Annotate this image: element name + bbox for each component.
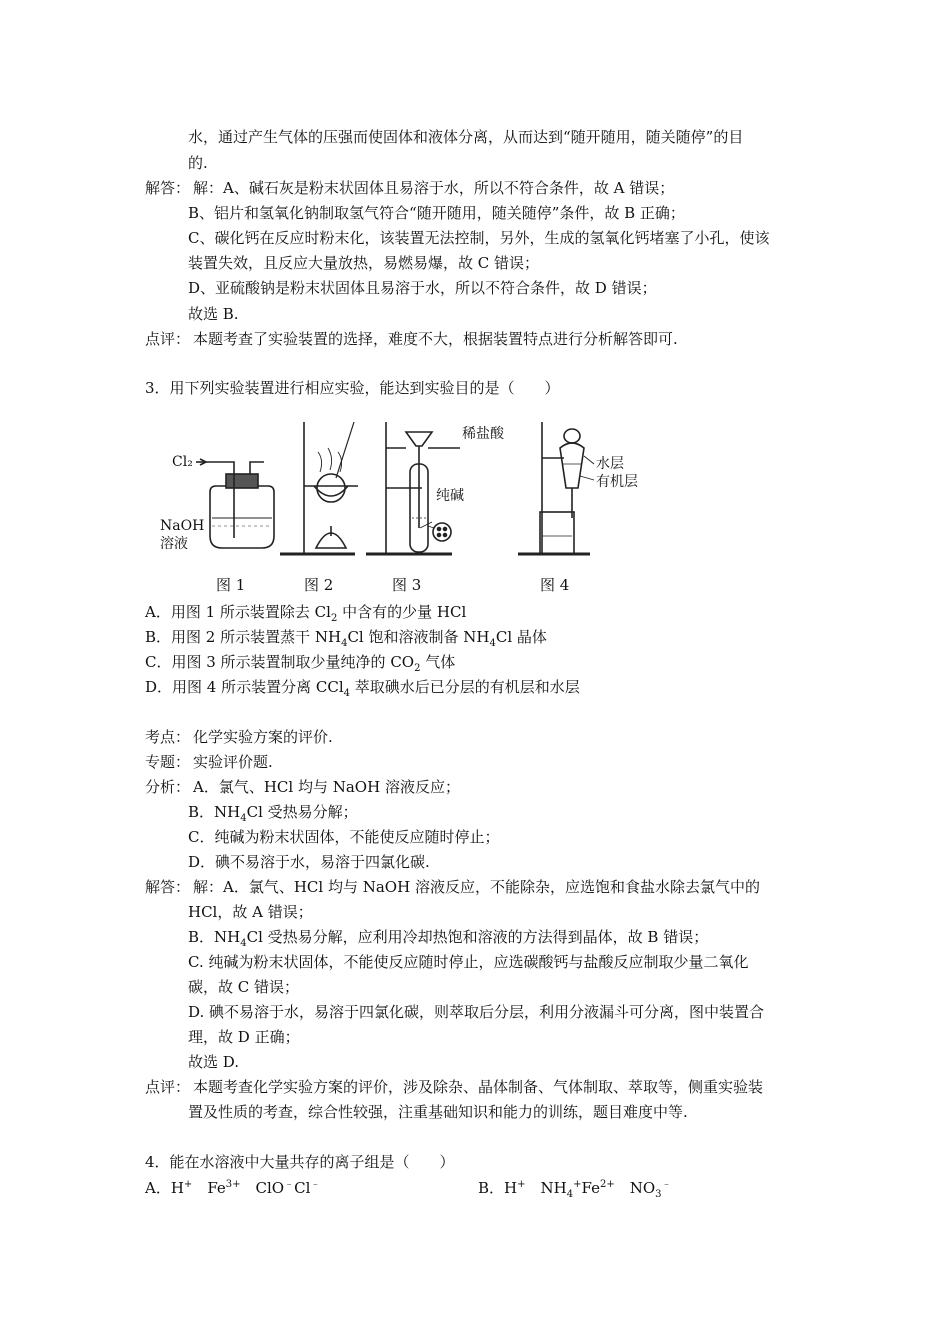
figure-1-washing-bottle: [196, 459, 274, 548]
analysis-line: 分析： A．氯气、HCl 均与 NaOH 溶液反应；: [145, 778, 460, 796]
figure-3-acid-label: 稀盐酸: [462, 426, 504, 442]
answer-line: B．$NH_4Cl$ 受热易分解，应利用冷却热饱和溶液的方法得到晶体，故 B 错误；: [188, 928, 709, 949]
answer-line: 解答： 解：A．氯气、HCl 均与 NaOH 溶液反应，不能除杂，应选饱和食盐水除去氯气中的: [145, 878, 760, 896]
comment-label: 点评：: [145, 1078, 191, 1096]
zhuanti-label: 专题：: [145, 753, 191, 771]
figure-1-liquid-label: NaOH: [160, 518, 205, 534]
figure-4-lower-layer-label: 有机层: [596, 474, 638, 490]
comment-label: 点评：: [145, 330, 191, 348]
answer-line: 碳，故 C 错误；: [188, 978, 300, 996]
solution-continuation-line: 水，通过产生气体的压强而使固体和液体分离，从而达到“随开随用，随关随停”的目: [188, 128, 744, 146]
answer-line: 理，故 D 正确；: [188, 1028, 300, 1046]
answer-line: B、铝片和氢氧化钠制取氢气符合“随开随用，随关随停”条件，故 B 正确；: [188, 204, 685, 222]
figure-4-separating-funnel: [518, 422, 594, 554]
answer-line: D. 碘不易溶于水，易溶于四氯化碳，则萃取后分层，利用分液漏斗可分离，图中装置合: [188, 1003, 765, 1021]
answer-line: 故选 B.: [188, 305, 239, 323]
kaodian-line: 考点： 化学实验方案的评价.: [145, 728, 333, 746]
apparatus-figure: [160, 408, 680, 598]
solution-continuation-line: 的.: [188, 154, 208, 172]
comment-line: 本题考查了实验装置的选择，难度不大，根据装置特点进行分析解答即可.: [193, 330, 678, 348]
q4-option-a: A．H+ $Fe^{3+}$ ClO﹣Cl﹣: [145, 1179, 321, 1197]
answer-label: 解答：: [145, 179, 191, 197]
figure-caption: 图 3: [392, 576, 422, 594]
figure-caption: 图 1: [216, 576, 246, 594]
analysis-line: B．$NH_4Cl$ 受热易分解；: [188, 803, 358, 824]
figure-1-gas-label: Cl₂: [172, 454, 193, 470]
q4-option-b: B．H+ $NH_4^+Fe^{2+}$ $NO_3^﹣$: [478, 1179, 672, 1200]
question-3-stem: 3．用下列实验装置进行相应实验，能达到实验目的是（ ）: [145, 379, 560, 397]
analysis-line: C．纯碱为粉末状固体，不能使反应随时停止；: [188, 828, 500, 846]
option-d: D．用图 4 所示装置分离 CCl$_4$ 萃取碘水后已分层的有机层和水层: [145, 678, 580, 699]
question-4-stem: 4．能在水溶液中大量共存的离子组是（ ）: [145, 1153, 455, 1171]
answer-block: [145, 178, 674, 198]
option-b: B．用图 2 所示装置蒸干 $NH_4Cl$ 饱和溶液制备 $NH_4Cl$ 晶体: [145, 628, 547, 649]
answer-line: 装置失效，且反应大量放热，易燃易爆，故 C 错误；: [188, 254, 540, 272]
figure-3-solid-label: 纯碱: [436, 488, 464, 504]
kaodian-label: 考点：: [145, 728, 191, 746]
figure-1-liquid-label: 溶液: [160, 536, 188, 552]
figure-caption: 图 4: [540, 576, 570, 594]
option-c: C．用图 3 所示装置制取少量纯净的 $CO_2$ 气体: [145, 653, 456, 674]
figure-caption: 图 2: [304, 576, 334, 594]
comment-line: 置及性质的考查，综合性较强，注重基础知识和能力的训练，题目难度中等.: [188, 1103, 688, 1121]
figure-4-upper-layer-label: 水层: [596, 456, 624, 472]
zhuanti-line: 专题： 实验评价题.: [145, 753, 273, 771]
answer-line: HCl，故 A 错误；: [188, 903, 313, 921]
answer-line: 故选 D.: [188, 1053, 240, 1071]
comment-line: 点评： 本题考查化学实验方案的评价，涉及除杂、晶体制备、气体制取、萃取等，侧重实验装: [145, 1078, 764, 1096]
comment-block: [145, 329, 678, 349]
answer-line: D、亚硫酸钠是粉末状固体且易溶于水，所以不符合条件，故 D 错误；: [188, 279, 657, 297]
analysis-line: D．碘不易溶于水，易溶于四氯化碳.: [188, 853, 430, 871]
analysis-label: 分析：: [145, 778, 191, 796]
option-a: A．用图 1 所示装置除去 $Cl_2$ 中含有的少量 HCl: [145, 603, 467, 624]
answer-line: C. 纯碱为粉末状固体，不能使反应随时停止，应选碳酸钙与盐酸反应制取少量二氧化: [188, 953, 749, 971]
answer-line: 解：A、碱石灰是粉末状固体且易溶于水，所以不符合条件，故 A 错误；: [193, 179, 675, 197]
answer-line: C、碳化钙在反应时粉末化，该装置无法控制，另外，生成的氢氧化钙堵塞了小孔，使该: [188, 229, 770, 247]
answer-label: 解答：: [145, 878, 191, 896]
figure-2-evaporation-setup: [280, 422, 358, 554]
